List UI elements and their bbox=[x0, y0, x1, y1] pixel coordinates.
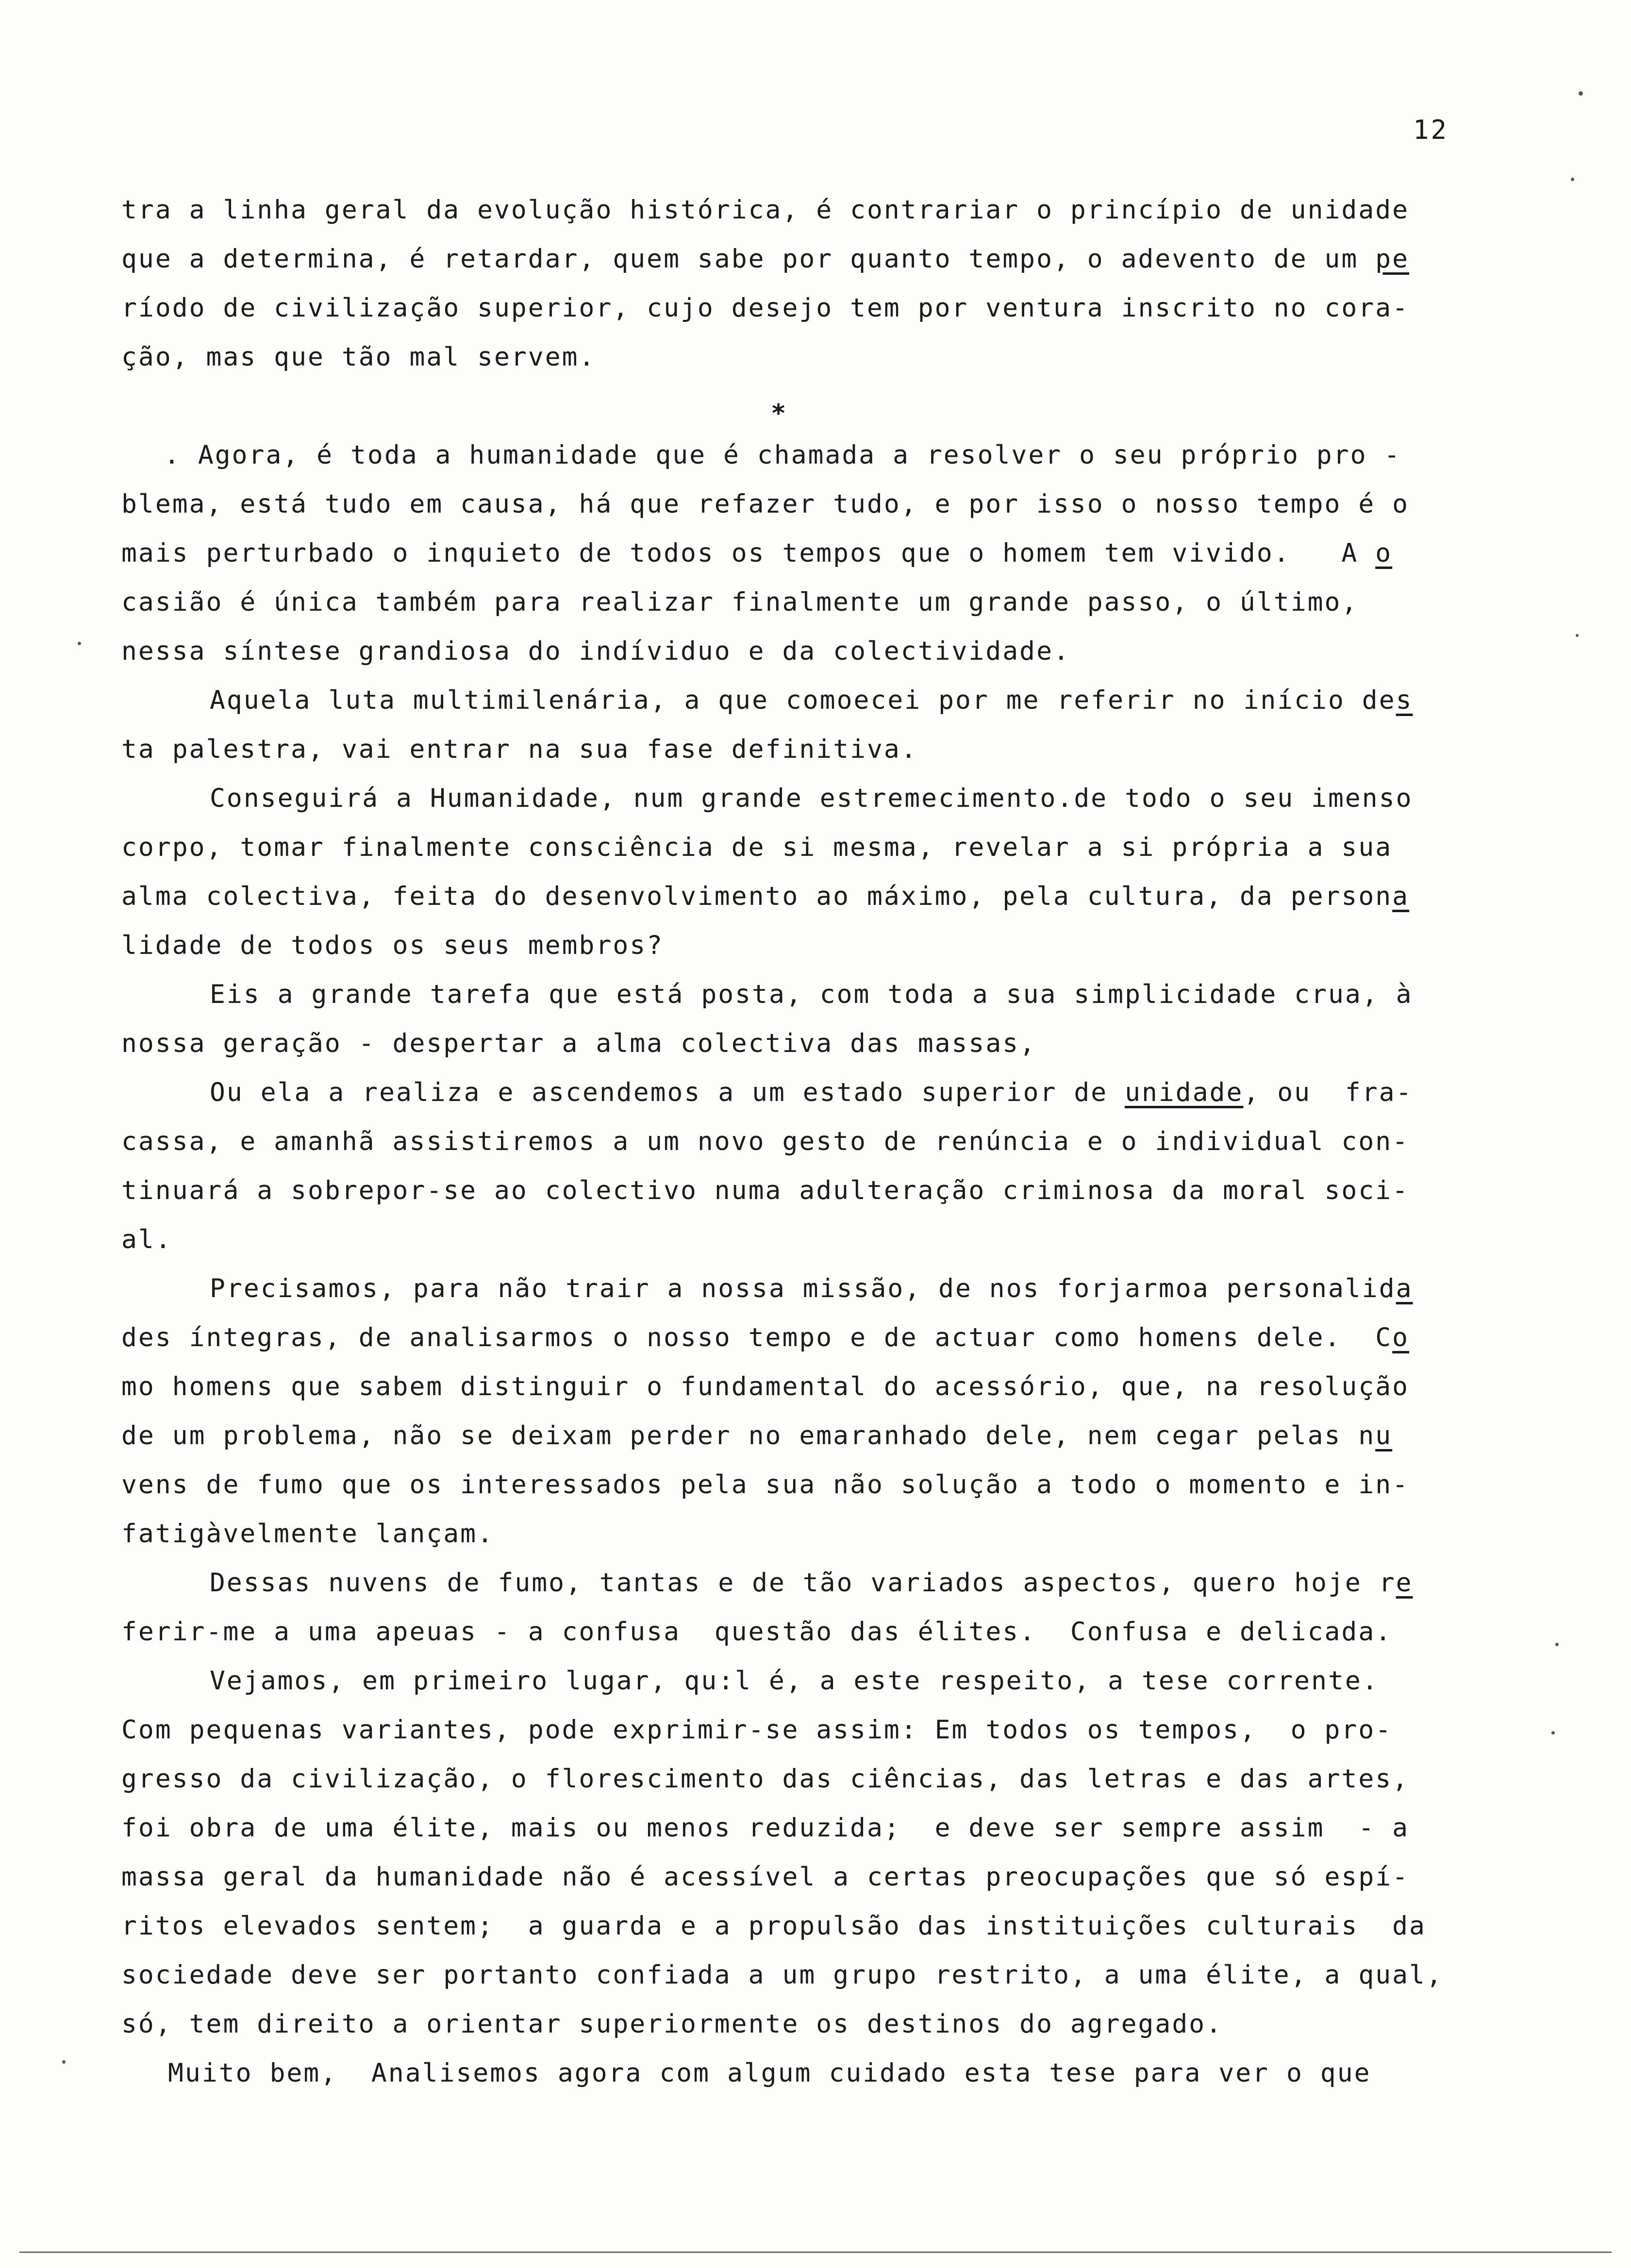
text-line: Ou ela a realiza e ascendemos a um estado superior de unidade, ou fra- bbox=[210, 1078, 1413, 1107]
scan-speck bbox=[1551, 1731, 1555, 1734]
text-line: Dessas nuvens de fumo, tantas e de tão variados aspectos, quero hoje re bbox=[210, 1568, 1413, 1598]
text-line: ta palestra, vai entrar na sua fase definitiva. bbox=[121, 734, 918, 764]
text-line: alma colectiva, feita do desenvolvimento ao máximo, pela cultura, da persona bbox=[121, 882, 1410, 911]
text-line: nessa síntese grandiosa do indíviduo e da colectividade. bbox=[121, 636, 1070, 666]
scan-speck bbox=[1576, 634, 1579, 637]
text-line: Vejamos, em primeiro lugar, qu:l é, a este respeito, a tese corrente. bbox=[210, 1666, 1379, 1696]
blank-line bbox=[121, 382, 1490, 431]
text-line: Conseguirá a Humanidade, num grande estremecimento.de todo o seu imenso bbox=[210, 784, 1413, 813]
text-line: fatigàvelmente lançam. bbox=[121, 1519, 494, 1549]
text-line: mo homens que sabem distinguir o fundamental do acessório, que, na resolução bbox=[121, 1372, 1410, 1401]
text-line: Precisamos, para não trair a nossa missão, de nos forjarmoa personalida bbox=[210, 1274, 1413, 1303]
text-line: tinuará a sobrepor-se ao colectivo numa adulteração criminosa da moral soci- bbox=[121, 1176, 1410, 1205]
text-line: blema, está tudo em causa, há que refazer tudo, e por isso o nosso tempo é o bbox=[121, 489, 1410, 519]
body-text bbox=[121, 185, 1490, 2098]
text-line: casião é única também para realizar finalmente um grande passo, o último, bbox=[121, 587, 1359, 617]
page-number: 12 bbox=[1413, 115, 1448, 145]
text-line: Eis a grande tarefa que está posta, com toda a sua simplicidade crua, à bbox=[210, 980, 1413, 1009]
section-separator-asterisk: * bbox=[771, 399, 786, 428]
text-line: nossa geração - despertar a alma colectiva das massas, bbox=[121, 1029, 1037, 1058]
text-line: que a determina, é retardar, quem sabe por quanto tempo, o adevento de um pe bbox=[121, 244, 1410, 274]
text-line: ção, mas que tão mal servem. bbox=[121, 342, 596, 372]
text-line: gresso da civilização, o florescimento das ciências, das letras e das artes, bbox=[121, 1764, 1410, 1794]
text-line: vens de fumo que os interessados pela sua não solução a todo o momento e in- bbox=[121, 1470, 1410, 1500]
text-line: tra a linha geral da evolução histórica, é contrariar o princípio de unidade bbox=[121, 195, 1410, 225]
text-line: sociedade deve ser portanto confiada a um grupo restrito, a uma élite, a qual, bbox=[121, 1960, 1443, 1990]
text-line: mais perturbado o inquieto de todos os tempos que o homem tem vivido. A o bbox=[121, 538, 1393, 568]
scan-speck bbox=[1571, 178, 1574, 181]
text-line: ritos elevados sentem; a guarda e a propulsão das instituições culturais da bbox=[121, 1911, 1426, 1941]
text-line: de um problema, não se deixam perder no emaranhado dele, nem cegar pelas nu bbox=[121, 1421, 1393, 1451]
text-line: des íntegras, de analisarmos o nosso tempo e de actuar como homens dele. Co bbox=[121, 1323, 1410, 1352]
scan-edge-line bbox=[19, 2251, 1612, 2253]
text-line: corpo, tomar finalmente consciência de si mesma, revelar a si própria a sua bbox=[121, 833, 1393, 862]
scan-speck bbox=[1555, 1643, 1559, 1646]
scan-speck bbox=[62, 2060, 66, 2064]
text-line: Aquela luta multimilenária, a que comoecei por me referir no início des bbox=[210, 685, 1413, 715]
scan-speck bbox=[78, 642, 81, 645]
text-line: ferir-me a uma apeuas - a confusa questão das élites. Confusa e delicada. bbox=[121, 1617, 1393, 1647]
text-line: foi obra de uma élite, mais ou menos reduzida; e deve ser sempre assim - a bbox=[121, 1813, 1410, 1843]
text-line: cassa, e amanhã assistiremos a um novo gesto de renúncia e o individual con- bbox=[121, 1127, 1410, 1156]
text-line: Com pequenas variantes, pode exprimir-se assim: Em todos os tempos, o pro- bbox=[121, 1715, 1393, 1745]
text-line: massa geral da humanidade não é acessível a certas preocupações que só espí- bbox=[121, 1862, 1410, 1892]
text-line: al. bbox=[121, 1225, 172, 1254]
text-line: Muito bem, Analisemos agora com algum cuidado esta tese para ver o que bbox=[168, 2058, 1371, 2088]
scan-speck bbox=[1579, 91, 1583, 96]
text-line: . Agora, é toda a humanidade que é chamada a resolver o seu próprio pro - bbox=[164, 440, 1401, 470]
text-line: lidade de todos os seus membros? bbox=[121, 931, 664, 960]
text-line: ríodo de civilização superior, cujo desejo tem por ventura inscrito no cora- bbox=[121, 293, 1410, 323]
text-line: só, tem direito a orientar superiormente os destinos do agregado. bbox=[121, 2009, 1223, 2039]
